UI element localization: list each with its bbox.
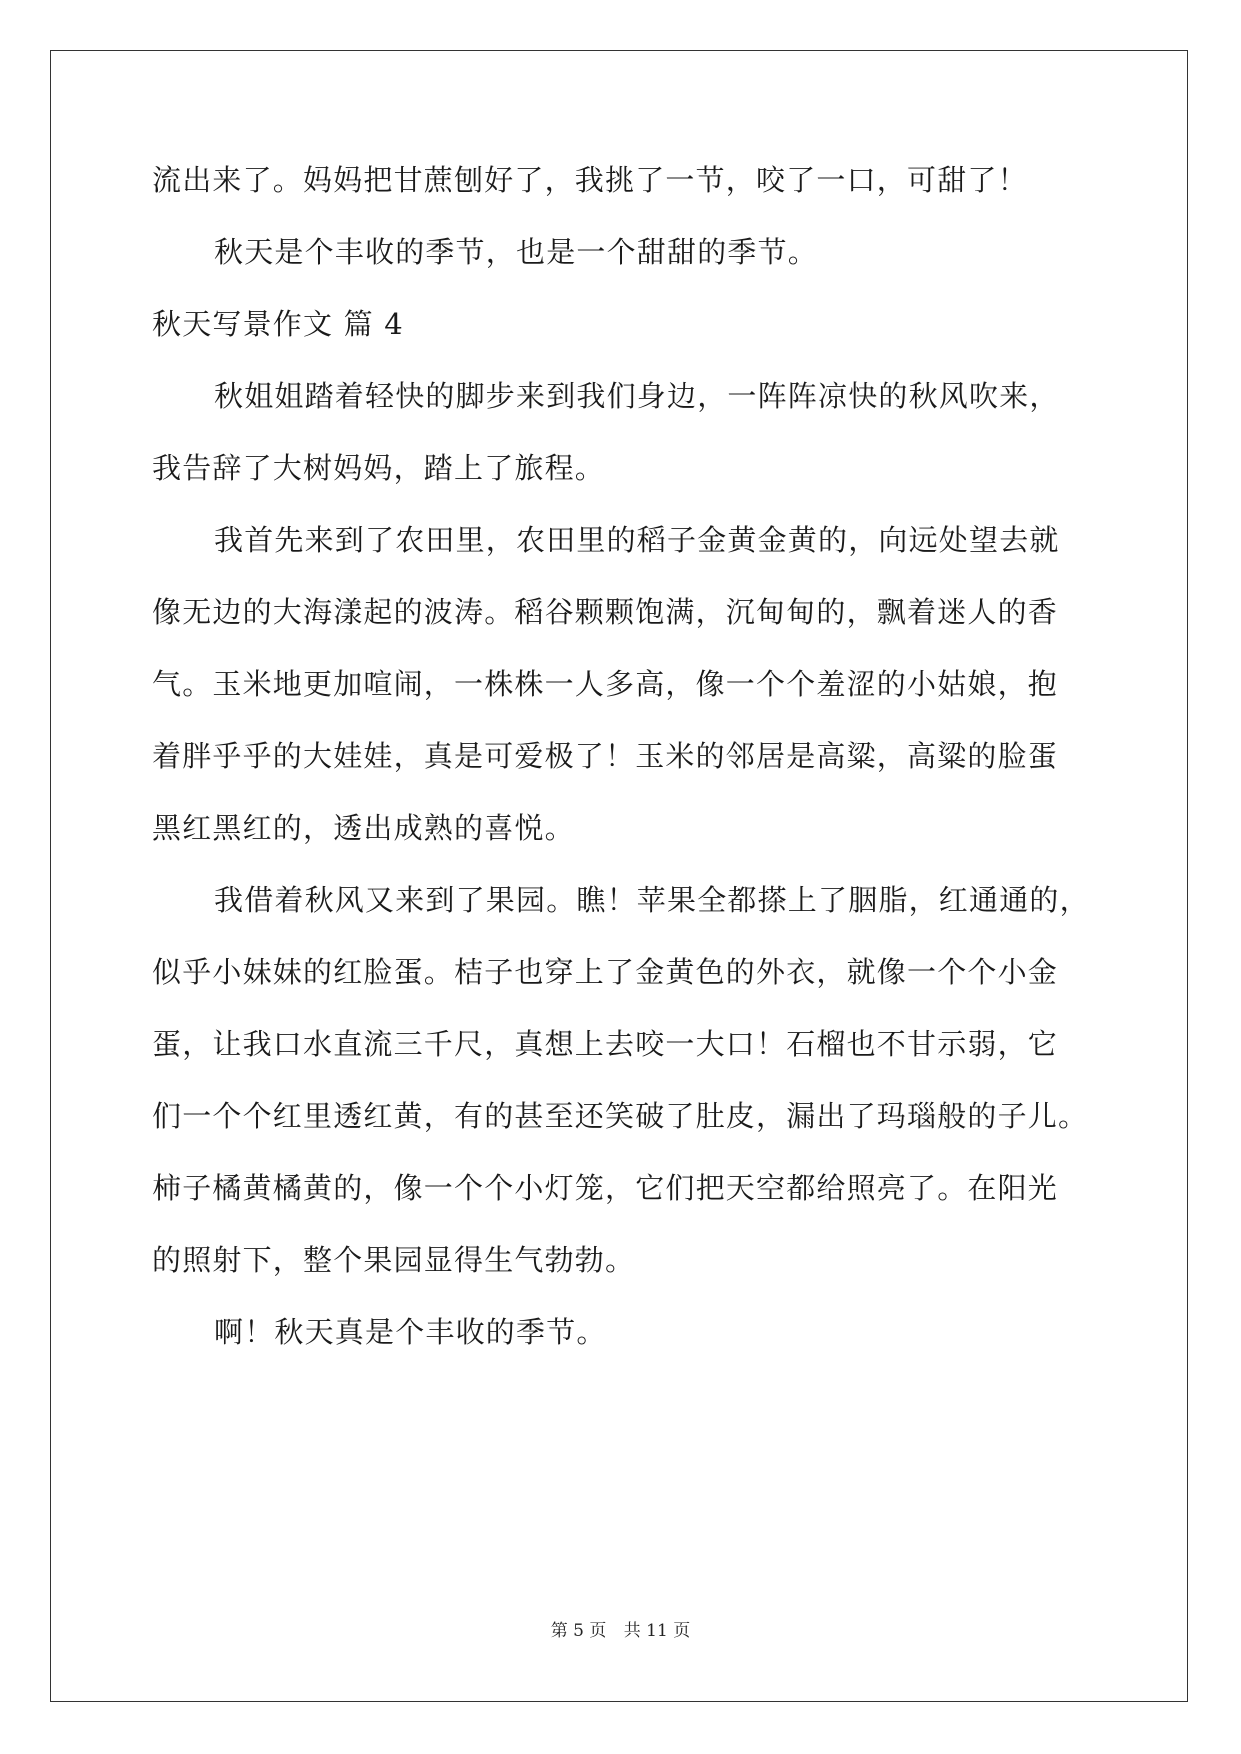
paragraph-line: 流出来了。妈妈把甘蔗刨好了，我挑了一节，咬了一口，可甜了！ <box>152 163 1028 197</box>
section-heading: 秋天写景作文 篇 4 <box>152 307 404 341</box>
paragraph-line: 啊！秋天真是个丰收的季节。 <box>214 1315 607 1349</box>
paragraph-line: 黑红黑红的，透出成熟的喜悦。 <box>152 811 575 845</box>
paragraph-line: 气。玉米地更加喧闹，一株株一人多高，像一个个羞涩的小姑娘，抱 <box>152 667 1059 701</box>
paragraph-line: 像无边的大海漾起的波涛。稻谷颗颗饱满，沉甸甸的，飘着迷人的香 <box>152 595 1059 629</box>
paragraph-line: 们一个个红里透红黄，有的甚至还笑破了肚皮，漏出了玛瑙般的子儿。 <box>152 1099 1089 1133</box>
page-border <box>50 50 1188 1702</box>
paragraph-line: 似乎小妹妹的红脸蛋。桔子也穿上了金黄色的外衣，就像一个个小金 <box>152 955 1059 989</box>
paragraph-line: 的照射下，整个果园显得生气勃勃。 <box>152 1243 636 1277</box>
paragraph-line: 我告辞了大树妈妈，踏上了旅程。 <box>152 451 606 485</box>
paragraph-line: 我首先来到了农田里，农田里的稻子金黄金黄的，向远处望去就 <box>214 523 1060 557</box>
paragraph-line: 我借着秋风又来到了果园。瞧！苹果全都搽上了胭脂，红通通的， <box>214 883 1090 917</box>
paragraph-line: 柿子橘黄橘黄的，像一个个小灯笼，它们把天空都给照亮了。在阳光 <box>152 1171 1059 1205</box>
paragraph-line: 着胖乎乎的大娃娃，真是可爱极了！玉米的邻居是高粱，高粱的脸蛋 <box>152 739 1059 773</box>
paragraph-line: 蛋，让我口水直流三千尺，真想上去咬一大口！石榴也不甘示弱，它 <box>152 1027 1059 1061</box>
page-total: 共 11 页 <box>623 1621 691 1641</box>
page-number: 第 5 页 <box>550 1621 607 1641</box>
paragraph-line: 秋天是个丰收的季节，也是一个甜甜的季节。 <box>214 235 819 269</box>
page-footer <box>0 1620 1241 1642</box>
paragraph-line: 秋姐姐踏着轻快的脚步来到我们身边，一阵阵凉快的秋风吹来， <box>214 379 1060 413</box>
